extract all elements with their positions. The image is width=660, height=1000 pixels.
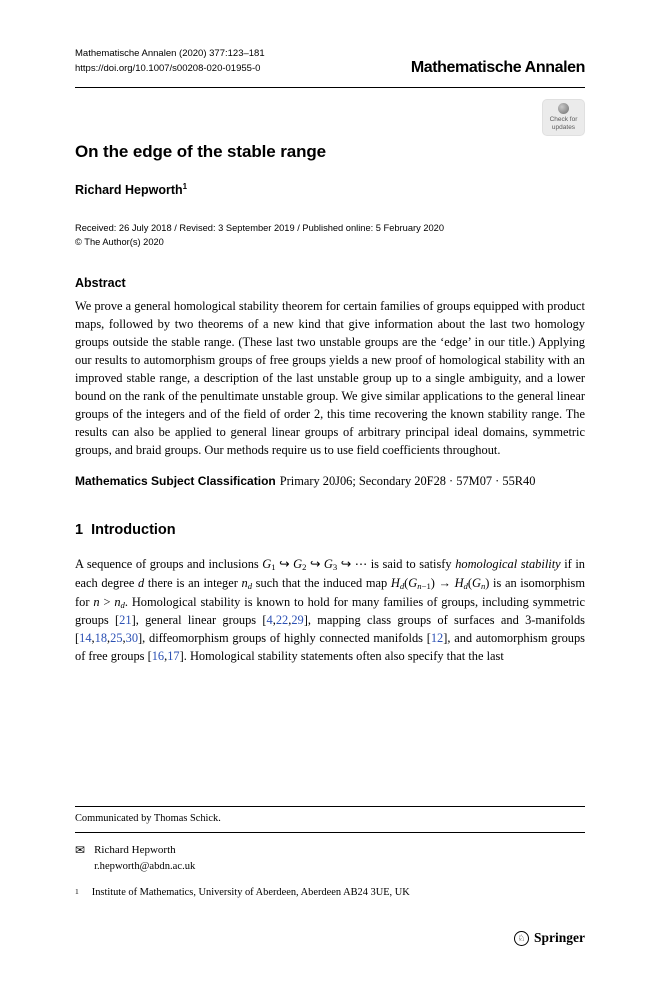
contact-email[interactable]: r.hepworth@abdn.ac.uk [94, 860, 196, 872]
abstract-text: We prove a general homological stability theorem for certain families of groups equipped with product maps, followed by two theorems of a new kind that give information about the last two homology groups outside the stable range. (These last two unstable groups are the ‘edge’ in our title.) Applying our results to automorphism groups of free groups yields a new proof of homological stability with an improved stable range, a description of the last unstable group up to a single ambiguity, and a lower bound on the rank of the penultimate unstable group. We give similar applications to the general linear groups of the integers and of the field of order 2, this time recovering the known stability range. The results can also be applied to general linear groups of arbitrary principal ideal domains, symmetric groups, and braid groups. Our methods require us to use field coefficients throughout. [75, 298, 585, 457]
text-run: n [241, 575, 248, 590]
text-run: A sequence of groups and inclusions [75, 557, 263, 572]
publisher-logo [514, 930, 585, 946]
text-run: , [122, 631, 126, 646]
publisher-name: Springer [533, 930, 585, 945]
text-run: > [99, 594, 115, 609]
text-run: ) → [430, 575, 455, 590]
author-line [75, 182, 585, 197]
text-run: , [107, 631, 111, 646]
introduction-paragraph [75, 555, 585, 665]
text-run: there is an integer [144, 575, 242, 590]
author-affiliation-sup: 1 [182, 181, 188, 191]
text-run: ↪ [306, 557, 324, 572]
affiliation-text: Institute of Mathematics, University of Aberdeen, Aberdeen AB24 3UE, UK [91, 887, 410, 899]
text-run: G [293, 557, 303, 572]
citation-link[interactable]: 16 [151, 649, 165, 664]
text-run: ( [404, 575, 409, 590]
text-run: H [454, 575, 464, 590]
text-run: if in each degree [75, 557, 586, 590]
text-run: d [399, 580, 405, 591]
affiliation-number: 1 [75, 887, 79, 897]
text-run: homological stability [455, 557, 561, 572]
citation-link[interactable]: 17 [167, 649, 180, 664]
text-run: d [120, 599, 125, 610]
citation-link[interactable]: 25 [110, 631, 123, 646]
citation-link[interactable]: 12 [430, 631, 444, 646]
text-run: . Homological stability is known to hold for many families of groups, including symmetric groups [ [75, 594, 585, 628]
text-run: ], mapping class groups of surfaces and 3-manifolds [ [75, 613, 585, 646]
text-run: , [272, 613, 276, 628]
citation-link[interactable]: 29 [291, 613, 304, 628]
doi-link[interactable]: https://doi.org/10.1007/s00208-020-01955-0 [75, 63, 261, 75]
text-run: ], diffeomorphism groups of highly connected manifolds [ [138, 631, 431, 646]
text-run: , [91, 631, 95, 646]
text-run: ], and automorphism groups of free groups [ [75, 631, 585, 664]
text-run: H [390, 575, 400, 590]
citation-link[interactable]: 21 [119, 613, 132, 628]
text-run: d [247, 580, 253, 591]
footnote-area [75, 806, 585, 898]
contact-name: Richard Hepworth [94, 844, 176, 856]
abstract-heading: Abstract [75, 275, 126, 290]
springer-knight-icon: ♘ [514, 931, 529, 946]
text-run: n [480, 580, 486, 591]
text-run: G [408, 575, 418, 590]
author-name: Richard Hepworth [75, 182, 183, 197]
journal-reference-block [75, 46, 265, 77]
text-run: d [463, 580, 468, 591]
copyright-line: © The Author(s) 2020 [75, 237, 164, 248]
text-run: ], general linear groups [ [131, 613, 267, 628]
article-history: Received: 26 July 2018 / Revised: 3 September 2019 / Published online: 5 February 2020 [75, 222, 445, 233]
text-run: 3 [332, 562, 338, 573]
text-run: ]. Homological stability statements often also specify that the last [179, 649, 504, 664]
footnote-divider-bottom [75, 832, 585, 833]
communicated-by: Communicated by Thomas Schick. [75, 813, 221, 824]
msc-heading: Mathematics Subject Classification [75, 473, 276, 488]
contact-lines [94, 843, 195, 874]
text-run: ↪ [275, 557, 294, 572]
header-divider [75, 87, 585, 88]
badge-label [550, 116, 578, 132]
citation-link[interactable]: 22 [275, 613, 289, 628]
section-heading-introduction [75, 522, 585, 538]
affiliation-block [75, 887, 585, 898]
citation-link[interactable]: 18 [94, 631, 108, 646]
journal-name-logo: Mathematische Annalen [410, 58, 585, 76]
citation-link[interactable]: 30 [125, 631, 139, 646]
corresponding-author-block [75, 843, 585, 874]
msc-line [75, 472, 585, 490]
badge-label-line2: updates [551, 123, 576, 131]
journal-reference: Mathematische Annalen (2020) 377:123–181 [75, 48, 265, 59]
text-run: such that the induced map [252, 575, 391, 590]
text-run: G [323, 557, 333, 572]
text-run: G [472, 575, 481, 590]
email-icon: ✉ [75, 843, 86, 857]
text-run: d [138, 575, 145, 590]
text-run: , [164, 649, 168, 664]
badge-label-line1: Check for [549, 115, 578, 123]
crossmark-icon [558, 103, 569, 114]
section-title: Introduction [91, 522, 176, 539]
text-run: , [288, 613, 292, 628]
text-run: ) is an isomorphism for [75, 575, 585, 609]
msc-text: Primary 20J06; Secondary 20F28 · 57M07 · 55R40 [279, 473, 536, 488]
text-run: n [417, 580, 422, 591]
text-run: n [114, 594, 121, 609]
text-run: ↪ ⋯ is said to satisfy [337, 557, 456, 572]
text-run: 2 [302, 562, 307, 573]
text-run: 1 [271, 562, 276, 573]
text-run: −1 [421, 580, 431, 591]
badge-row [75, 99, 585, 136]
text-run: ( [467, 575, 472, 590]
text-run: n [93, 594, 100, 609]
article-history-block [75, 221, 585, 250]
page-header [75, 46, 585, 77]
article-title: On the edge of the stable range [75, 141, 326, 161]
citation-link[interactable]: 14 [79, 631, 92, 646]
section-number: 1 [75, 522, 84, 539]
text-run: G [262, 557, 272, 572]
check-for-updates-badge[interactable] [542, 99, 585, 136]
citation-link[interactable]: 4 [266, 613, 273, 628]
